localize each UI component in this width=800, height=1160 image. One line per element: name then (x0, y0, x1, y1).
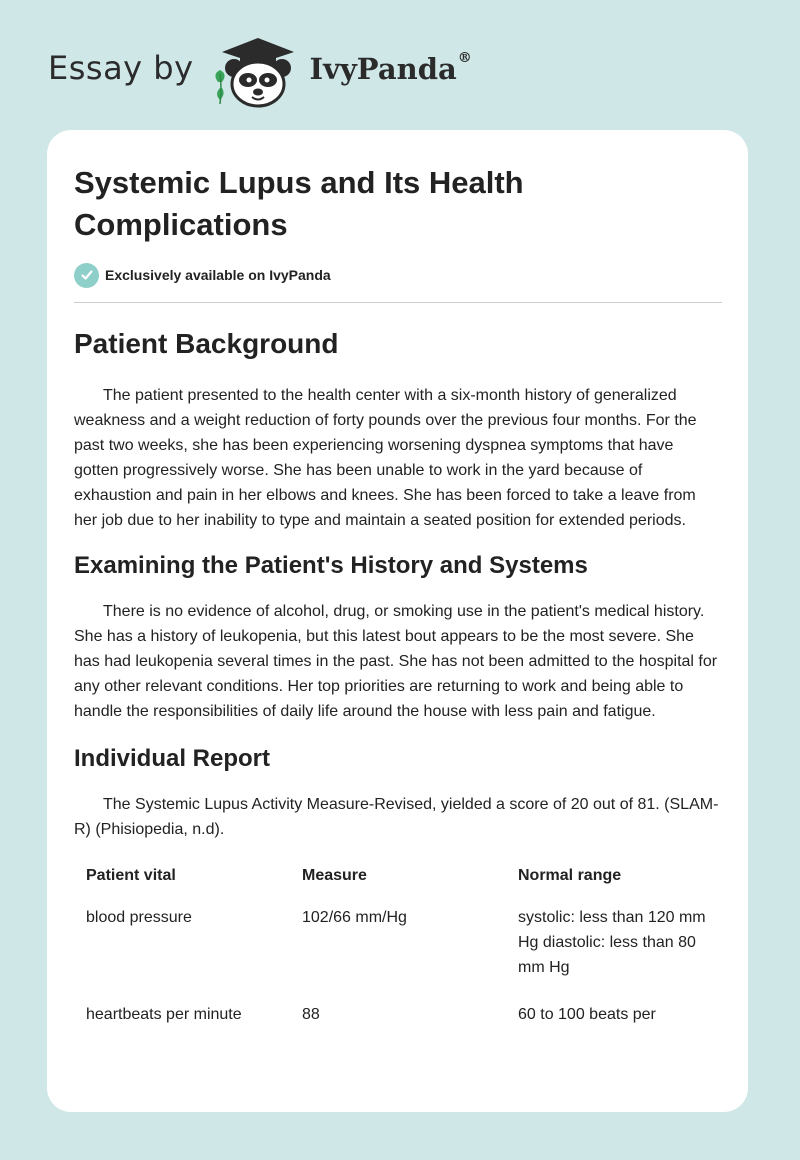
table-cell: blood pressure (86, 909, 192, 926)
exclusive-label: Exclusively available on IvyPanda (105, 267, 331, 283)
table-cell: heartbeats per minute (86, 1006, 242, 1023)
section-heading-individual-report: Individual Report (74, 745, 271, 772)
column-header-patient-vital: Patient vital (86, 867, 176, 884)
table-cell: 60 to 100 beats per (518, 1006, 656, 1023)
divider (74, 302, 722, 303)
panda-graduate-logo-icon[interactable] (208, 30, 304, 110)
table-row (74, 997, 722, 1044)
paragraph-individual-report: The Systemic Lupus Activity Measure-Revised, yielded a score of 20 out of 81. (SLAM-R) (Phisiopedia, n.d). (74, 796, 719, 838)
table-cell: 88 (302, 1006, 320, 1023)
table-cell: 102/66 mm/Hg (302, 909, 407, 926)
article-card (47, 130, 748, 1112)
registered-mark: ® (457, 50, 472, 66)
column-header-measure: Measure (302, 867, 367, 884)
table-header-row (74, 858, 722, 900)
exclusive-badge (74, 261, 722, 289)
paragraph-history-systems: There is no evidence of alcohol, drug, or smoking use in the patient's medical history. She has a history of leukopenia, but this latest bout appears to be the most severe. She has had leukopenia several times in the past. She has not been admitted to the hospital for any other relevant conditions. Her top priorities are returning to work and being able to handle the responsibilities of daily life around the house with less pain and fatigue. (74, 603, 718, 720)
section-heading-history-systems: Examining the Patient's History and Systems (74, 552, 588, 579)
brand-name[interactable]: IvyPanda® (309, 50, 472, 86)
table-row (74, 900, 722, 997)
essay-by-label: Essay by (48, 49, 194, 87)
vitals-table (74, 858, 722, 1044)
table-cell: systolic: less than 120 mm Hg diastolic: less than 80 mm Hg (518, 909, 706, 976)
article-title: Systemic Lupus and Its Health Complications (74, 165, 524, 242)
site-header (48, 30, 472, 110)
section-heading-patient-background: Patient Background (74, 328, 339, 359)
column-header-normal-range: Normal range (518, 867, 622, 884)
article-content (74, 162, 722, 1044)
check-circle-icon (74, 263, 99, 288)
paragraph-patient-background: The patient presented to the health center with a six-month history of generalized weakness and a weight reduction of forty pounds over the previous four months. For the past two weeks, she has been experiencing worsening dyspnea symptoms that have gotten progressively worse. She has been unable to work in the yard because of exhaustion and pain in her elbows and knees. She has been forced to take a leave from her job due to her inability to type and maintain a seated position for extended periods. (74, 387, 697, 529)
